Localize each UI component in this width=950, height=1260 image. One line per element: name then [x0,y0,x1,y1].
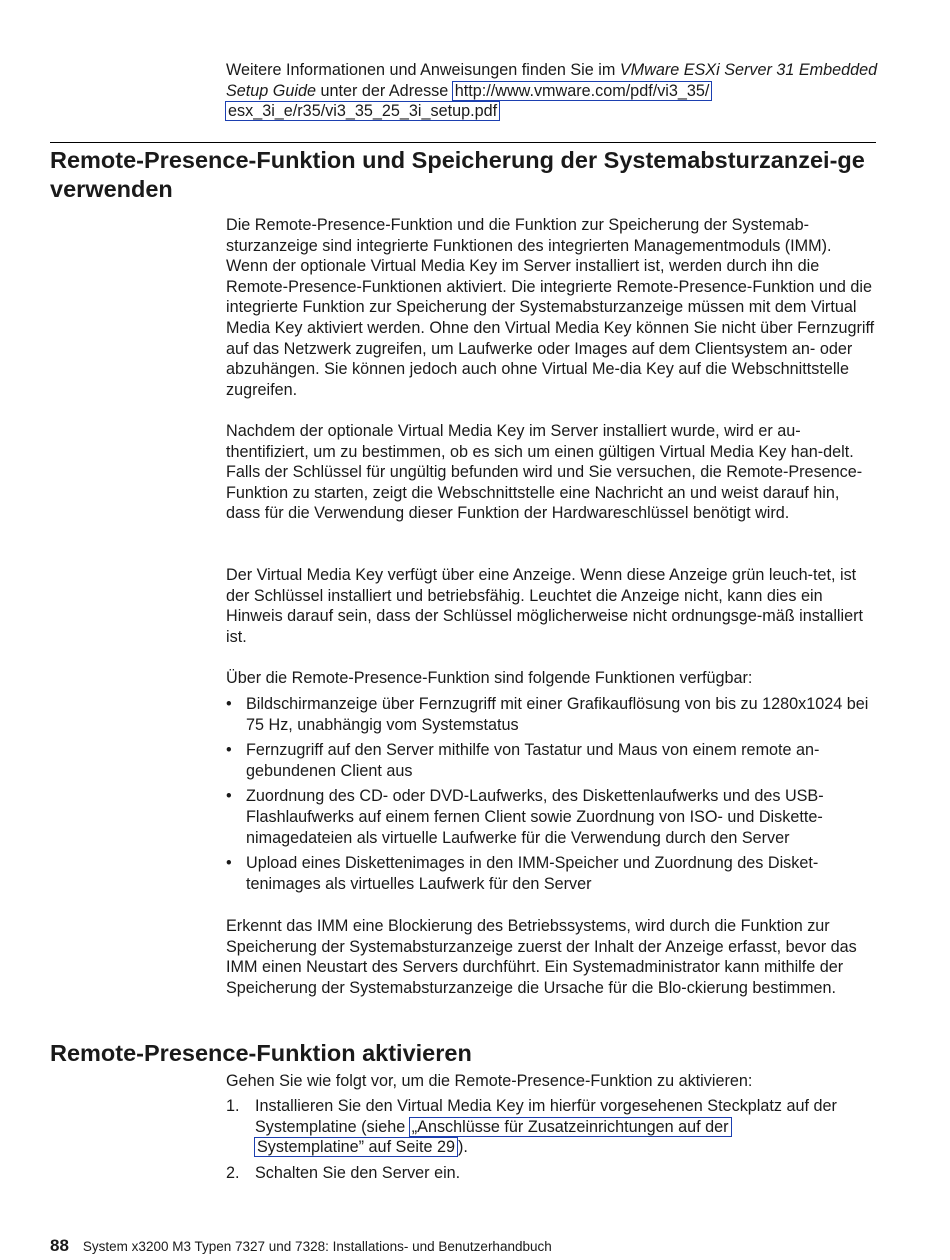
list-item [226,786,878,848]
bullet: • [226,695,232,713]
connectors-link[interactable]: „Anschlüsse für Zusatzeinrichtungen auf der [409,1117,732,1137]
footer-title: System x3200 M3 Typen 7327 und 7328: Installations- und Benutzerhandbuch [82,1239,552,1254]
connectors-link-continued[interactable]: Systemplatine” auf Seite 29 [254,1137,458,1157]
paragraph-text: Über die Remote-Presence-Funktion sind folgende Funktionen verfügbar: [226,669,753,687]
paragraph-text: Gehen Sie wie folgt vor, um die Remote-Presence-Funktion zu aktivieren: [226,1072,753,1090]
page-footer [50,1236,552,1256]
list-item [226,694,878,735]
step-text: Schalten Sie den Server ein. [255,1163,461,1182]
section1-paragraph-3 [226,565,878,647]
paragraph-text: Nachdem der optionale Virtual Media Key im Server installiert wurde, wird er au-thentifiziert, um zu bestimmen, ob es sich um einen gültigen Virtual Media Key han-delt. Falls der Schlüssel für ungültig befunden wird und Sie versuchen, die Remote-Presence-Funktion zu starten, zeigt die Webschnittstelle eine Nachricht an und weist darauf hin, dass für die Verwendung dieser Funktion der Hardwareschlüssel benötigt wird. [226,422,863,523]
section-divider [50,142,876,143]
vmware-link[interactable]: http://www.vmware.com/pdf/vi3_35/ [452,81,713,101]
steps-list [226,1096,878,1188]
guide-title: VMware ESXi Server 31 Embedded Setup Guide [226,61,878,100]
bullet: • [226,854,232,873]
step-item [226,1163,878,1184]
section1-paragraph-1 [226,215,878,400]
paragraph-text: Die Remote-Presence-Funktion und die Funktion zur Speicherung der Systemab-sturzanzeige sind integrierte Funktionen des integrierten Managementmoduls (IMM). Wenn der optionale Virtual Media Key im Server installiert ist, werden durch ihn die Remote-Presence-Funktionen aktiviert. Die integrierte Remote-Presence-Funktion und die integrierte Funktion zur Speicherung der Systemabsturzanzeige müssen mit dem Virtual Media Key aktiviert werden. Ohne den Virtual Media Key können Sie nicht über Fernzugriff auf das Netzwerk zugreifen, um Laufwerke oder Images auf dem Clientsystem an- oder abzuhängen. Sie können jedoch auch ohne Virtual Me-dia Key auf die Webschnittstelle zugreifen. [226,216,875,399]
paragraph-text: Der Virtual Media Key verfügt über eine Anzeige. Wenn diese Anzeige grün leuch-tet, ist der Schlüssel installiert und betriebsfähig. Leuchtet die Anzeige nicht, kann dies ein Hinweis darauf sein, dass der Schlüssel möglicherweise nicht ordnungsge-mäß installiert ist. [226,566,864,646]
list-item-text: Fernzugriff auf den Server mithilfe von Tastatur und Maus von einem remote an-gebundenen Client aus [246,741,820,780]
features-intro [226,668,878,689]
section-heading-remote-presence: Remote-Presence-Funktion und Speicherung der Systemabsturzanzei-ge verwenden [50,147,865,202]
list-item [226,853,878,894]
intro-text: Weitere Informationen und Anweisungen finden Sie im [226,61,620,79]
list-item-text: Bildschirmanzeige über Fernzugriff mit einer Grafikauflösung von bis zu 1280x1024 bei 75 Hz, unabhängig vom Systemstatus [246,695,869,734]
list-item [226,740,878,781]
section1-closing-paragraph [226,916,878,998]
section1-paragraph-2 [226,421,878,524]
step-number: 2. [226,1163,240,1182]
step-text: Installieren Sie den Virtual Media Key im hierfür vorgesehenen Steckplatz auf der Systemplatine (siehe [255,1097,837,1136]
bullet: • [226,741,232,760]
section-heading-activate: Remote-Presence-Funktion aktivieren [50,1040,472,1066]
section2-intro [226,1071,878,1092]
vmware-link-continued[interactable]: esx_3i_e/r35/vi3_35_25_3i_setup.pdf [225,101,500,121]
list-item-text: Zuordnung des CD- oder DVD-Laufwerks, des Diskettenlaufwerks und des USB-Flashlaufwerks auf einem fernen Client sowie Zuordnung von ISO- und Diskette-nimagedateien als virtuelle Laufwerke für die Verwendung durch den Server [246,787,824,847]
step-text-end: ). [457,1138,468,1157]
page-number: 88 [50,1236,69,1255]
intro-text-mid: unter der Adresse [316,81,453,100]
feature-list [226,694,878,899]
paragraph-text: Erkennt das IMM eine Blockierung des Betriebssystems, wird durch die Funktion zur Speicherung der Systemabsturzanzeige zuerst der Inhalt der Anzeige erfasst, bevor das IMM einen Neustart des Servers durchführt. Ein Systemadministrator kann mithilfe der Speicherung der Systemabsturzanzeige die Ursache für die Blo-ckierung bestimmen. [226,917,857,997]
step-number: 1. [226,1097,240,1115]
intro-paragraph [226,60,878,122]
bullet: • [226,787,232,806]
step-item [226,1096,878,1158]
list-item-text: Upload eines Diskettenimages in den IMM-Speicher und Zuordnung des Disket-tenimages als virtuelles Laufwerk für den Server [246,854,819,893]
